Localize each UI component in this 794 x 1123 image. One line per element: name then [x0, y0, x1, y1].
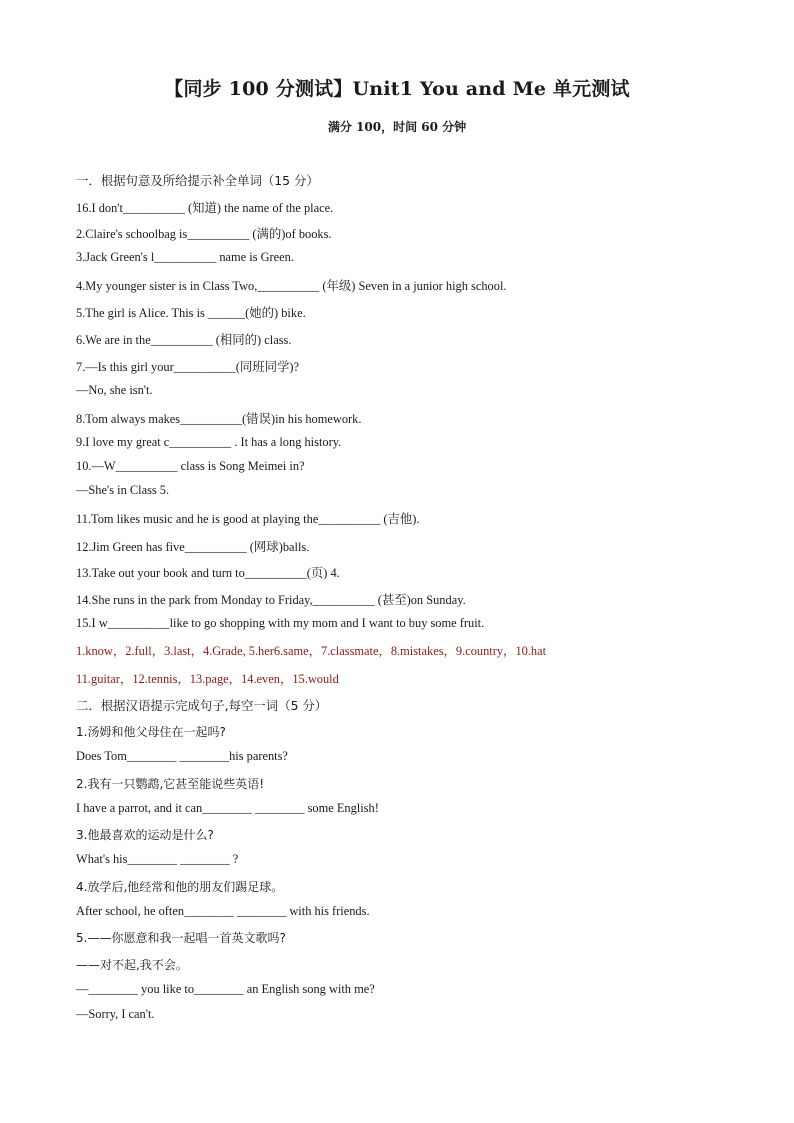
question-line: After school, he often________ ________ with his friends.	[76, 904, 370, 918]
question-line: What's his________ ________ ?	[76, 852, 239, 866]
question-line: 8.Tom always makes__________(错误)in his homework.	[76, 412, 362, 426]
question-line: 5.The girl is Alice. This is ______(她的) bike.	[76, 306, 306, 320]
prompt-line: ——对不起,我不会。	[76, 958, 188, 972]
question-line: —She's in Class 5.	[76, 483, 170, 497]
question-line: 4.My younger sister is in Class Two,__________ (年级) Seven in a junior high school.	[76, 279, 507, 293]
question-line: 7.—Is this girl your__________(同班同学)?	[76, 360, 300, 374]
question-line: 12.Jim Green has five__________ (网球)balls.	[76, 540, 310, 554]
question-line: 13.Take out your book and turn to__________(页) 4.	[76, 566, 340, 580]
question-line: —Sorry, I can't.	[76, 1007, 155, 1021]
prompt-line: 2.我有一只鹦鹉,它甚至能说些英语!	[76, 777, 265, 791]
section-1-heading: 一．根据句意及所给提示补全单词（15 分）	[76, 173, 319, 188]
section-2-heading: 二．根据汉语提示完成句子,每空一词（5 分）	[76, 698, 328, 713]
question-line: 14.She runs in the park from Monday to Friday,__________ (甚至)on Sunday.	[76, 593, 466, 607]
question-line: 6.We are in the__________ (相同的) class.	[76, 333, 292, 347]
question-line: 10.—W__________ class is Song Meimei in?	[76, 459, 305, 473]
page-subtitle: 满分 100，时间 60 分钟	[327, 120, 467, 134]
prompt-line: 3.他最喜欢的运动是什么?	[76, 828, 214, 842]
question-line: 11.Tom likes music and he is good at playing the__________ (吉他).	[76, 512, 420, 526]
question-line: —No, she isn't.	[76, 383, 153, 397]
question-line: 15.I w__________like to go shopping with my mom and I want to buy some fruit.	[76, 616, 485, 630]
question-line: Does Tom________ ________his parents?	[76, 749, 288, 763]
answer-key-line: 1.know，2.full，3.last，4.Grade, 5.her6.same，7.classmate，8.mistakes，9.country，10.hat	[76, 644, 547, 658]
question-line: I have a parrot, and it can________ ________ some English!	[76, 801, 379, 815]
prompt-line: 5.——你愿意和我一起唱一首英文歌吗?	[76, 931, 286, 945]
prompt-line: 4.放学后,他经常和他的朋友们踢足球。	[76, 880, 284, 894]
page-title: 【同步 100 分测试】Unit1 You and Me 单元测试	[164, 78, 630, 100]
question-line: 2.Claire's schoolbag is__________ (满的)of books.	[76, 227, 332, 241]
question-line: 9.I love my great c__________ . It has a long history.	[76, 435, 342, 449]
answer-key-line: 11.guitar，12.tennis，13.page，14.even，15.would	[76, 672, 339, 686]
question-line: —________ you like to________ an English song with me?	[76, 982, 375, 996]
question-line: 16.I don't__________ (知道) the name of the place.	[76, 201, 334, 215]
prompt-line: 1.汤姆和他父母住在一起吗?	[76, 725, 226, 739]
question-line: 3.Jack Green's l__________ name is Green.	[76, 250, 294, 264]
